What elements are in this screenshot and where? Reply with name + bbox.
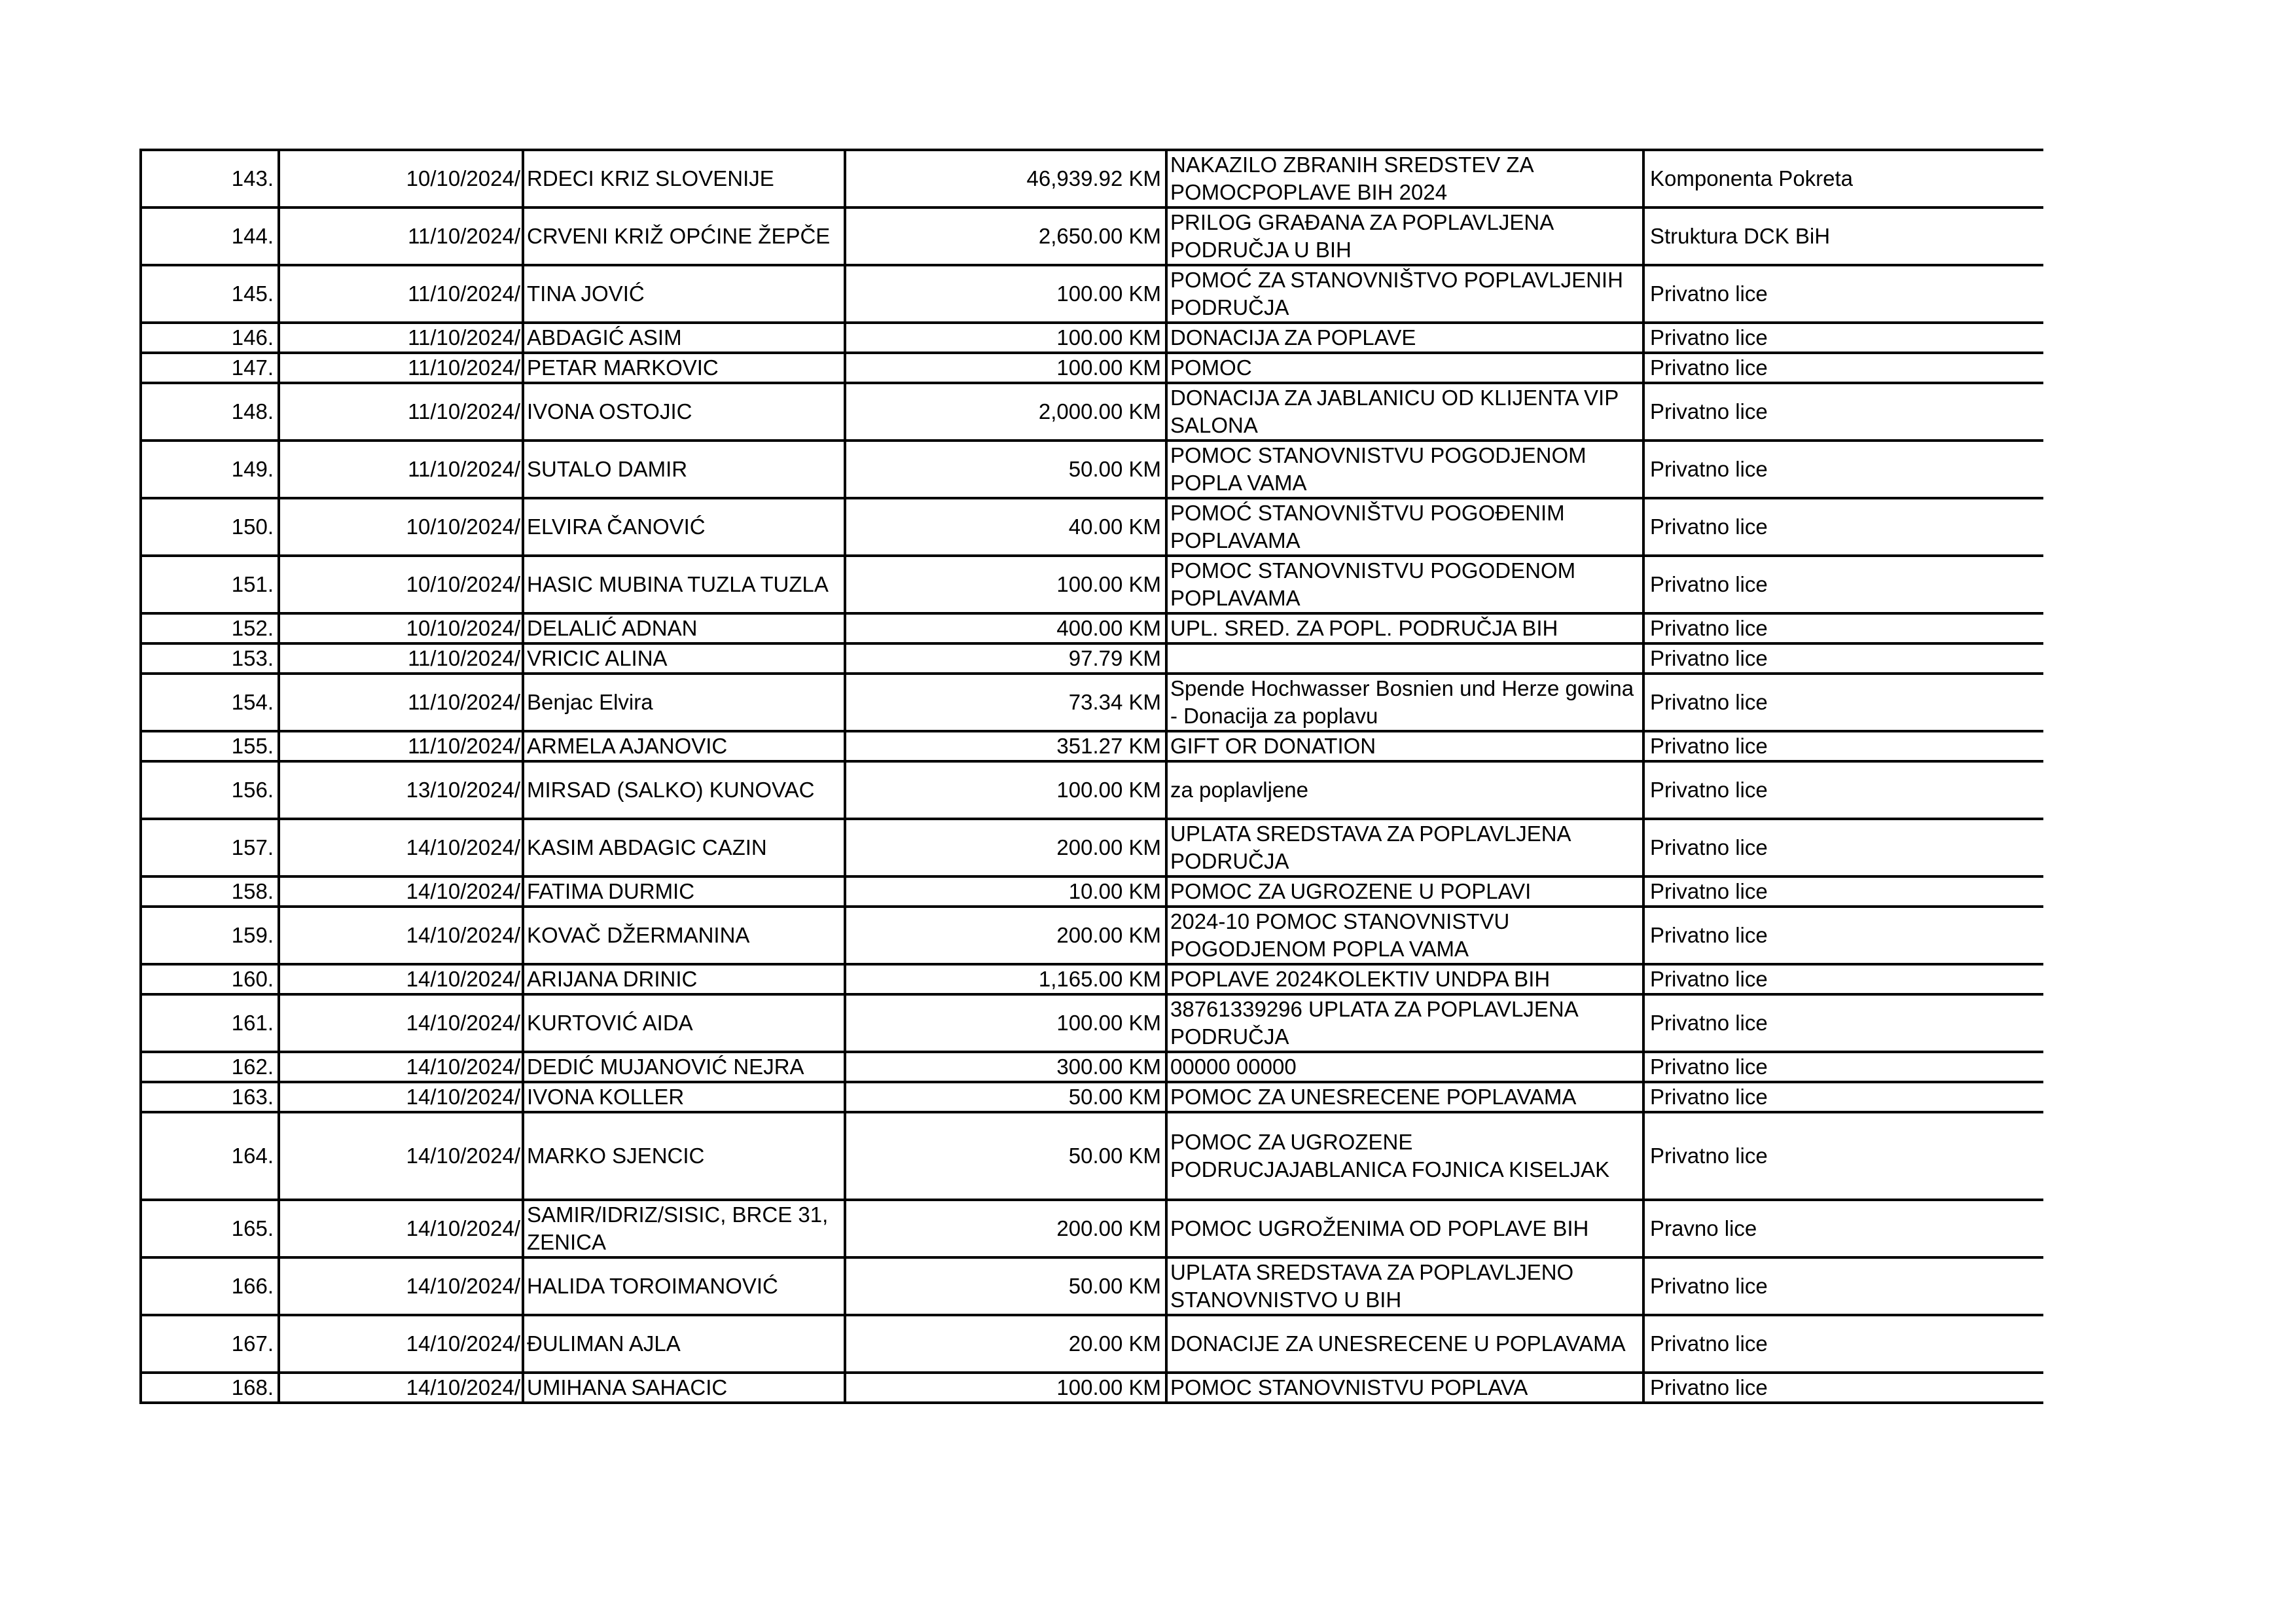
table-row <box>141 994 2043 1052</box>
date-cell: 14/10/2024/ <box>279 1257 523 1315</box>
date-cell: 11/10/2024/ <box>279 731 523 761</box>
donor-type-cell: Privatno lice <box>1643 994 2043 1052</box>
row-number: 147. <box>141 353 279 383</box>
purpose-cell: DONACIJE ZA UNESRECENE U POPLAVAMA <box>1166 1315 1643 1373</box>
row-number: 166. <box>141 1257 279 1315</box>
donor-type-cell: Privatno lice <box>1643 353 2043 383</box>
purpose-cell: za poplavljene <box>1166 761 1643 819</box>
amount-cell: 400.00 KM <box>845 613 1166 643</box>
purpose-cell: DONACIJA ZA POPLAVE <box>1166 323 1643 353</box>
amount-cell: 50.00 KM <box>845 1112 1166 1200</box>
donor-type-cell: Privatno lice <box>1643 1315 2043 1373</box>
donor-name-cell: FATIMA DURMIC <box>523 876 845 907</box>
donor-type-cell: Komponenta Pokreta <box>1643 150 2043 208</box>
row-number: 151. <box>141 556 279 613</box>
donor-name-cell: IVONA OSTOJIC <box>523 383 845 441</box>
donor-type-cell: Privatno lice <box>1643 498 2043 556</box>
purpose-cell: POMOC UGROŽENIMA OD POPLAVE BIH <box>1166 1200 1643 1257</box>
donor-name-cell: ARMELA AJANOVIC <box>523 731 845 761</box>
row-number: 154. <box>141 674 279 731</box>
date-cell: 13/10/2024/ <box>279 761 523 819</box>
purpose-cell <box>1166 643 1643 674</box>
donor-type-cell: Privatno lice <box>1643 876 2043 907</box>
row-number: 157. <box>141 819 279 876</box>
date-cell: 11/10/2024/ <box>279 441 523 498</box>
row-number: 149. <box>141 441 279 498</box>
donor-type-cell: Privatno lice <box>1643 1373 2043 1403</box>
row-number: 155. <box>141 731 279 761</box>
donor-type-cell: Privatno lice <box>1643 556 2043 613</box>
amount-cell: 46,939.92 KM <box>845 150 1166 208</box>
amount-cell: 200.00 KM <box>845 907 1166 964</box>
table-row <box>141 964 2043 994</box>
date-cell: 14/10/2024/ <box>279 1373 523 1403</box>
row-number: 143. <box>141 150 279 208</box>
donor-name-cell: SAMIR/IDRIZ/SISIC, BRCE 31, ZENICA <box>523 1200 845 1257</box>
donor-type-cell: Privatno lice <box>1643 964 2043 994</box>
table-row <box>141 613 2043 643</box>
purpose-cell: POPLAVE 2024KOLEKTIV UNDPA BIH <box>1166 964 1643 994</box>
date-cell: 11/10/2024/ <box>279 265 523 323</box>
purpose-cell: 38761339296 UPLATA ZA POPLAVLJENA PODRUČJA <box>1166 994 1643 1052</box>
date-cell: 14/10/2024/ <box>279 994 523 1052</box>
purpose-cell: NAKAZILO ZBRANIH SREDSTEV ZA POMOCPOPLAVE BIH 2024 <box>1166 150 1643 208</box>
row-number: 146. <box>141 323 279 353</box>
amount-cell: 2,000.00 KM <box>845 383 1166 441</box>
purpose-cell: GIFT OR DONATION <box>1166 731 1643 761</box>
donor-type-cell: Privatno lice <box>1643 383 2043 441</box>
date-cell: 10/10/2024/ <box>279 556 523 613</box>
table-row <box>141 876 2043 907</box>
donor-type-cell: Privatno lice <box>1643 265 2043 323</box>
table-row <box>141 1200 2043 1257</box>
donor-type-cell: Privatno lice <box>1643 643 2043 674</box>
purpose-cell: POMOC <box>1166 353 1643 383</box>
purpose-cell: POMOC ZA UGROZENE U POPLAVI <box>1166 876 1643 907</box>
amount-cell: 100.00 KM <box>845 353 1166 383</box>
row-number: 165. <box>141 1200 279 1257</box>
amount-cell: 100.00 KM <box>845 761 1166 819</box>
purpose-cell: Spende Hochwasser Bosnien und Herze gowina - Donacija za poplavu <box>1166 674 1643 731</box>
donor-type-cell: Privatno lice <box>1643 674 2043 731</box>
amount-cell: 2,650.00 KM <box>845 208 1166 265</box>
amount-cell: 100.00 KM <box>845 994 1166 1052</box>
date-cell: 11/10/2024/ <box>279 643 523 674</box>
date-cell: 14/10/2024/ <box>279 1315 523 1373</box>
purpose-cell: POMOĆ ZA STANOVNIŠTVO POPLAVLJENIH PODRUČJA <box>1166 265 1643 323</box>
purpose-cell: UPLATA SREDSTAVA ZA POPLAVLJENO STANOVNISTVO U BIH <box>1166 1257 1643 1315</box>
row-number: 163. <box>141 1082 279 1112</box>
table-row <box>141 556 2043 613</box>
donor-name-cell: ĐULIMAN AJLA <box>523 1315 845 1373</box>
amount-cell: 351.27 KM <box>845 731 1166 761</box>
table-row <box>141 1082 2043 1112</box>
donor-type-cell: Privatno lice <box>1643 1082 2043 1112</box>
row-number: 150. <box>141 498 279 556</box>
donor-type-cell: Privatno lice <box>1643 613 2043 643</box>
table-row <box>141 1315 2043 1373</box>
date-cell: 14/10/2024/ <box>279 1200 523 1257</box>
donor-name-cell: RDECI KRIZ SLOVENIJE <box>523 150 845 208</box>
donor-name-cell: SUTALO DAMIR <box>523 441 845 498</box>
date-cell: 14/10/2024/ <box>279 819 523 876</box>
donor-name-cell: HASIC MUBINA TUZLA TUZLA <box>523 556 845 613</box>
date-cell: 14/10/2024/ <box>279 876 523 907</box>
purpose-cell: 00000 00000 <box>1166 1052 1643 1082</box>
donor-name-cell: ELVIRA ČANOVIĆ <box>523 498 845 556</box>
row-number: 168. <box>141 1373 279 1403</box>
donor-name-cell: KASIM ABDAGIC CAZIN <box>523 819 845 876</box>
purpose-cell: UPLATA SREDSTAVA ZA POPLAVLJENA PODRUČJA <box>1166 819 1643 876</box>
table-row <box>141 731 2043 761</box>
donor-type-cell: Privatno lice <box>1643 761 2043 819</box>
row-number: 153. <box>141 643 279 674</box>
table-row <box>141 383 2043 441</box>
date-cell: 10/10/2024/ <box>279 150 523 208</box>
donor-type-cell: Privatno lice <box>1643 323 2043 353</box>
amount-cell: 100.00 KM <box>845 265 1166 323</box>
donor-name-cell: PETAR MARKOVIC <box>523 353 845 383</box>
donor-type-cell: Pravno lice <box>1643 1200 2043 1257</box>
row-number: 145. <box>141 265 279 323</box>
donor-name-cell: DEDIĆ MUJANOVIĆ NEJRA <box>523 1052 845 1082</box>
donor-type-cell: Privatno lice <box>1643 1052 2043 1082</box>
amount-cell: 20.00 KM <box>845 1315 1166 1373</box>
date-cell: 14/10/2024/ <box>279 1112 523 1200</box>
donor-name-cell: Benjac Elvira <box>523 674 845 731</box>
donor-name-cell: MIRSAD (SALKO) KUNOVAC <box>523 761 845 819</box>
date-cell: 14/10/2024/ <box>279 964 523 994</box>
date-cell: 10/10/2024/ <box>279 613 523 643</box>
donations-table <box>139 149 2043 1404</box>
donor-type-cell: Privatno lice <box>1643 1257 2043 1315</box>
donor-type-cell: Struktura DCK BiH <box>1643 208 2043 265</box>
amount-cell: 300.00 KM <box>845 1052 1166 1082</box>
donor-type-cell: Privatno lice <box>1643 441 2043 498</box>
amount-cell: 200.00 KM <box>845 819 1166 876</box>
table-row <box>141 674 2043 731</box>
date-cell: 11/10/2024/ <box>279 323 523 353</box>
amount-cell: 50.00 KM <box>845 1082 1166 1112</box>
table-row <box>141 323 2043 353</box>
donor-name-cell: VRICIC ALINA <box>523 643 845 674</box>
date-cell: 11/10/2024/ <box>279 383 523 441</box>
date-cell: 14/10/2024/ <box>279 1082 523 1112</box>
purpose-cell: 2024-10 POMOC STANOVNISTVU POGODJENOM POPLA VAMA <box>1166 907 1643 964</box>
amount-cell: 97.79 KM <box>845 643 1166 674</box>
donor-type-cell: Privatno lice <box>1643 819 2043 876</box>
donor-name-cell: UMIHANA SAHACIC <box>523 1373 845 1403</box>
donor-name-cell: HALIDA TOROIMANOVIĆ <box>523 1257 845 1315</box>
date-cell: 11/10/2024/ <box>279 353 523 383</box>
purpose-cell: POMOC ZA UGROZENE PODRUCJAJABLANICA FOJNICA KISELJAK <box>1166 1112 1643 1200</box>
amount-cell: 100.00 KM <box>845 1373 1166 1403</box>
amount-cell: 50.00 KM <box>845 1257 1166 1315</box>
table-row <box>141 150 2043 208</box>
amount-cell: 50.00 KM <box>845 441 1166 498</box>
donor-name-cell: KURTOVIĆ AIDA <box>523 994 845 1052</box>
date-cell: 10/10/2024/ <box>279 498 523 556</box>
purpose-cell: DONACIJA ZA JABLANICU OD KLIJENTA VIP SALONA <box>1166 383 1643 441</box>
table-row <box>141 907 2043 964</box>
row-number: 158. <box>141 876 279 907</box>
amount-cell: 10.00 KM <box>845 876 1166 907</box>
donor-name-cell: ARIJANA DRINIC <box>523 964 845 994</box>
table-row <box>141 1257 2043 1315</box>
donor-type-cell: Privatno lice <box>1643 731 2043 761</box>
amount-cell: 73.34 KM <box>845 674 1166 731</box>
row-number: 156. <box>141 761 279 819</box>
donor-name-cell: CRVENI KRIŽ OPĆINE ŽEPČE <box>523 208 845 265</box>
donor-name-cell: DELALIĆ ADNAN <box>523 613 845 643</box>
purpose-cell: POMOC STANOVNISTVU POGODJENOM POPLA VAMA <box>1166 441 1643 498</box>
purpose-cell: PRILOG GRAĐANA ZA POPLAVLJENA PODRUČJA U BIH <box>1166 208 1643 265</box>
row-number: 167. <box>141 1315 279 1373</box>
purpose-cell: POMOC STANOVNISTVU POPLAVA <box>1166 1373 1643 1403</box>
row-number: 144. <box>141 208 279 265</box>
donor-name-cell: IVONA KOLLER <box>523 1082 845 1112</box>
table-row <box>141 761 2043 819</box>
row-number: 161. <box>141 994 279 1052</box>
amount-cell: 40.00 KM <box>845 498 1166 556</box>
table-row <box>141 208 2043 265</box>
row-number: 160. <box>141 964 279 994</box>
date-cell: 14/10/2024/ <box>279 907 523 964</box>
amount-cell: 1,165.00 KM <box>845 964 1166 994</box>
table-row <box>141 1052 2043 1082</box>
table-row <box>141 1373 2043 1403</box>
row-number: 164. <box>141 1112 279 1200</box>
amount-cell: 100.00 KM <box>845 556 1166 613</box>
table-row <box>141 643 2043 674</box>
donor-type-cell: Privatno lice <box>1643 907 2043 964</box>
row-number: 162. <box>141 1052 279 1082</box>
amount-cell: 100.00 KM <box>845 323 1166 353</box>
donor-name-cell: KOVAČ DŽERMANINA <box>523 907 845 964</box>
row-number: 159. <box>141 907 279 964</box>
purpose-cell: POMOC STANOVNISTVU POGODENOM POPLAVAMA <box>1166 556 1643 613</box>
amount-cell: 200.00 KM <box>845 1200 1166 1257</box>
date-cell: 11/10/2024/ <box>279 208 523 265</box>
table-row <box>141 1112 2043 1200</box>
date-cell: 11/10/2024/ <box>279 674 523 731</box>
donor-name-cell: TINA JOVIĆ <box>523 265 845 323</box>
donor-name-cell: ABDAGIĆ ASIM <box>523 323 845 353</box>
date-cell: 14/10/2024/ <box>279 1052 523 1082</box>
donor-name-cell: MARKO SJENCIC <box>523 1112 845 1200</box>
table-row <box>141 441 2043 498</box>
table-row <box>141 498 2043 556</box>
row-number: 152. <box>141 613 279 643</box>
row-number: 148. <box>141 383 279 441</box>
purpose-cell: POMOC ZA UNESRECENE POPLAVAMA <box>1166 1082 1643 1112</box>
purpose-cell: POMOĆ STANOVNIŠTVU POGOĐENIM POPLAVAMA <box>1166 498 1643 556</box>
donor-type-cell: Privatno lice <box>1643 1112 2043 1200</box>
table-row <box>141 819 2043 876</box>
purpose-cell: UPL. SRED. ZA POPL. PODRUČJA BIH <box>1166 613 1643 643</box>
table-row <box>141 265 2043 323</box>
table-row <box>141 353 2043 383</box>
